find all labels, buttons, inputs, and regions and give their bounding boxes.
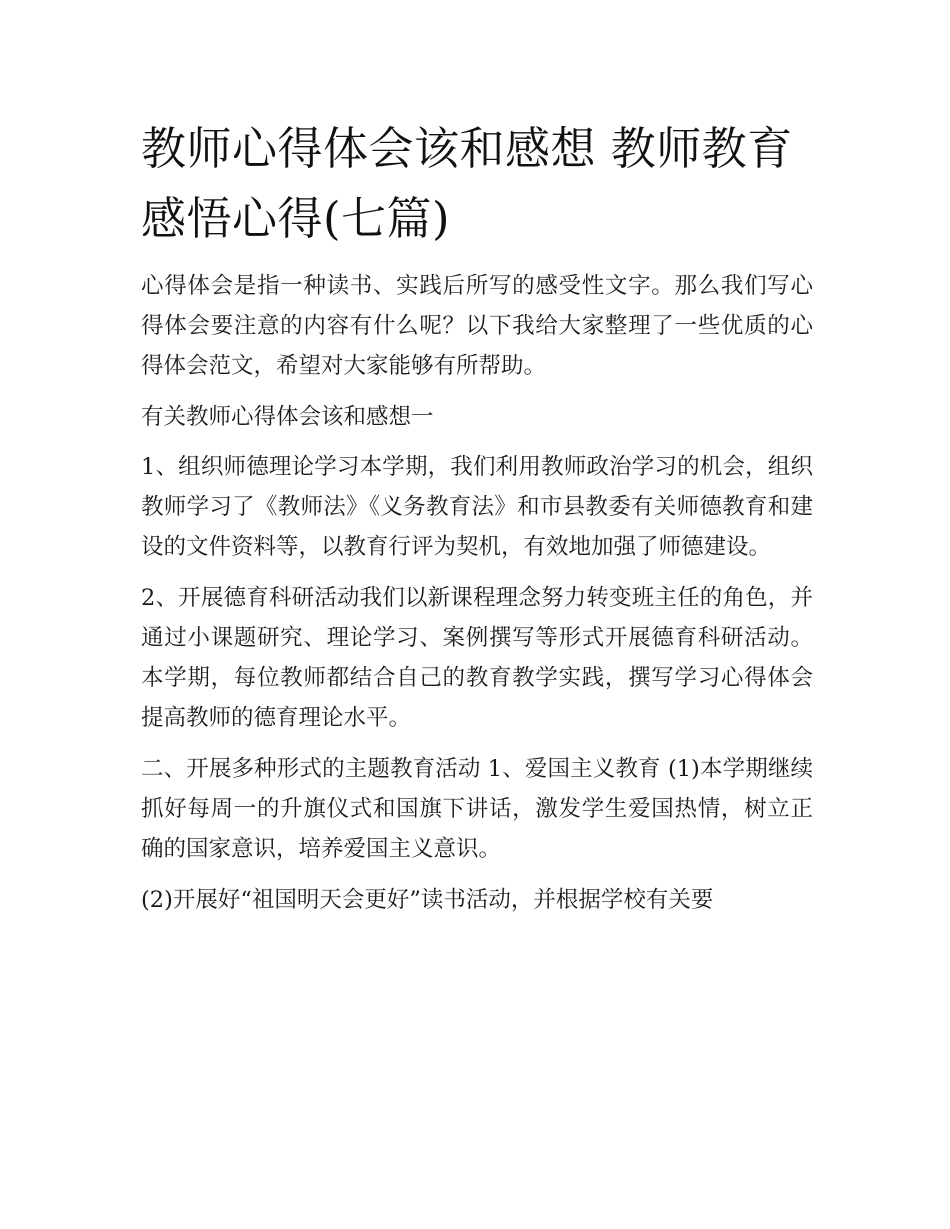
body-paragraph: 2、开展德育科研活动我们以新课程理念努力转变班主任的角色，并通过小课题研究、理论学习、案例撰写等形式开展德育科研活动。本学期，每位教师都结合自己的教育教学实践，撰写学习心得体会提高教师的德育理论水平。 xyxy=(141,585,813,731)
intro-paragraph: 心得体会是指一种读书、实践后所写的感受性文字。那么我们写心得体会要注意的内容有什么呢？以下我给大家整理了一些优质的心得体会范文，希望对大家能够有所帮助。 xyxy=(141,273,813,379)
body-paragraph: 1、组织师德理论学习本学期，我们利用教师政治学习的机会，组织教师学习了《教师法》《义务教育法》和市县教委有关师德教育和建设的文件资料等，以教育行评为契机，有效地加强了师德建设。 xyxy=(141,454,813,560)
section-heading: 有关教师心得体会该和感想一 xyxy=(141,404,434,430)
body-paragraph: 二、开展多种形式的主题教育活动 1、爱国主义教育 (1)本学期继续抓好每周一的升旗仪式和国旗下讲话，激发学生爱国热情，树立正确的国家意识，培养爱国主义意识。 xyxy=(141,756,813,862)
document-title: 教师心得体会该和感想 教师教育感悟心得(七篇) xyxy=(141,122,793,245)
body-paragraph: (2)开展好“祖国明天会更好”读书活动，并根据学校有关要 xyxy=(141,887,714,913)
document-body xyxy=(141,114,813,931)
